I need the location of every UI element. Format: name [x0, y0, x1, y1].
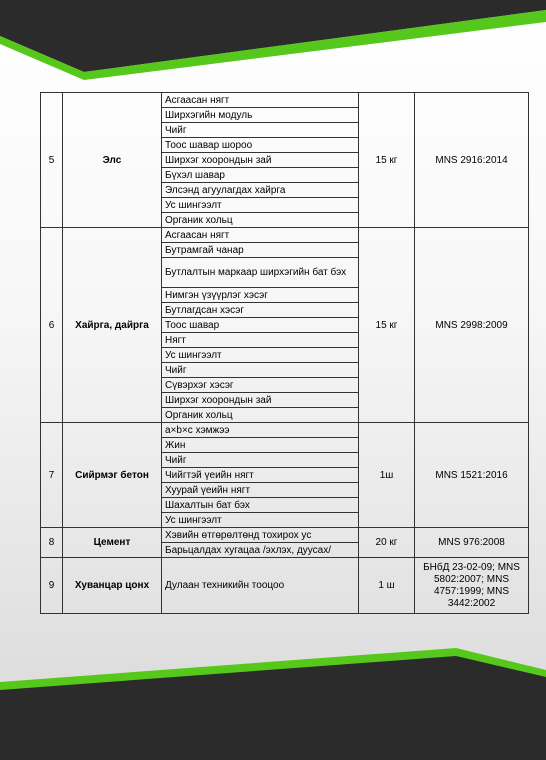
top-dark-band [0, 0, 546, 72]
table-row [41, 423, 529, 438]
row-number: 9 [41, 558, 63, 614]
property-cell: Чийг [162, 453, 359, 468]
property-cell: Органик хольц [162, 408, 359, 423]
table-row [41, 228, 529, 243]
property-cell: Асгаасан нягт [162, 93, 359, 108]
property-cell: a×b×c хэмжээ [162, 423, 359, 438]
standard-reference: БНбД 23-02-09; MNS 5802:2007; MNS 4757:1999; MNS 3442:2002 [415, 558, 529, 614]
property-cell: Бутлагдсан хэсэг [162, 303, 359, 318]
property-cell: Тоос шавар [162, 318, 359, 333]
property-cell: Ширхэг хоорондын зай [162, 153, 359, 168]
property-cell: Асгаасан нягт [162, 228, 359, 243]
sample-quantity: 15 кг [359, 93, 415, 228]
material-name: Элс [63, 93, 162, 228]
property-cell: Чийгтэй үеийн нягт [162, 468, 359, 483]
property-cell: Дулаан техникийн тооцоо [162, 558, 359, 614]
sample-quantity: 1 ш [359, 558, 415, 614]
standard-reference: MNS 1521:2016 [415, 423, 529, 528]
property-cell: Элсэнд агуулагдах хайрга [162, 183, 359, 198]
row-number: 5 [41, 93, 63, 228]
table-row [41, 528, 529, 543]
material-name: Сийрмэг бетон [63, 423, 162, 528]
row-number: 7 [41, 423, 63, 528]
sample-quantity: 20 кг [359, 528, 415, 558]
table-row [41, 93, 529, 108]
property-cell: Жин [162, 438, 359, 453]
property-cell: Тоос шавар шороо [162, 138, 359, 153]
property-cell: Нягт [162, 333, 359, 348]
property-cell: Чийг [162, 363, 359, 378]
sample-quantity: 15 кг [359, 228, 415, 423]
standard-reference: MNS 2998:2009 [415, 228, 529, 423]
sample-quantity: 1ш [359, 423, 415, 528]
material-name: Цемент [63, 528, 162, 558]
property-cell: Бүхэл шавар [162, 168, 359, 183]
material-name: Хайрга, дайрга [63, 228, 162, 423]
property-cell: Органик хольц [162, 213, 359, 228]
property-cell: Сүвэрхэг хэсэг [162, 378, 359, 393]
property-cell: Ус шингээлт [162, 198, 359, 213]
property-cell: Шахалтын бат бэх [162, 498, 359, 513]
property-cell: Ширхэг хоорондын зай [162, 393, 359, 408]
table-row [41, 558, 529, 614]
property-cell: Хэвийн өтгөрөлтөнд тохирох ус [162, 528, 359, 543]
property-cell: Хуурай үеийн нягт [162, 483, 359, 498]
standard-reference: MNS 976:2008 [415, 528, 529, 558]
property-cell: Барьцалдах хугацаа /эхлэх, дуусах/ [162, 543, 359, 558]
property-cell: Бутрамгай чанар [162, 243, 359, 258]
property-cell: Нимгэн үзүүрлэг хэсэг [162, 288, 359, 303]
materials-table [40, 92, 529, 614]
property-cell: Бутлалтын маркаар ширхэгийн бат бэх [162, 258, 359, 288]
material-name: Хуванцар цонх [63, 558, 162, 614]
property-cell: Ус шингээлт [162, 348, 359, 363]
row-number: 8 [41, 528, 63, 558]
row-number: 6 [41, 228, 63, 423]
materials-table-body [41, 93, 529, 614]
property-cell: Ус шингээлт [162, 513, 359, 528]
property-cell: Ширхэгийн модуль [162, 108, 359, 123]
property-cell: Чийг [162, 123, 359, 138]
standard-reference: MNS 2916:2014 [415, 93, 529, 228]
